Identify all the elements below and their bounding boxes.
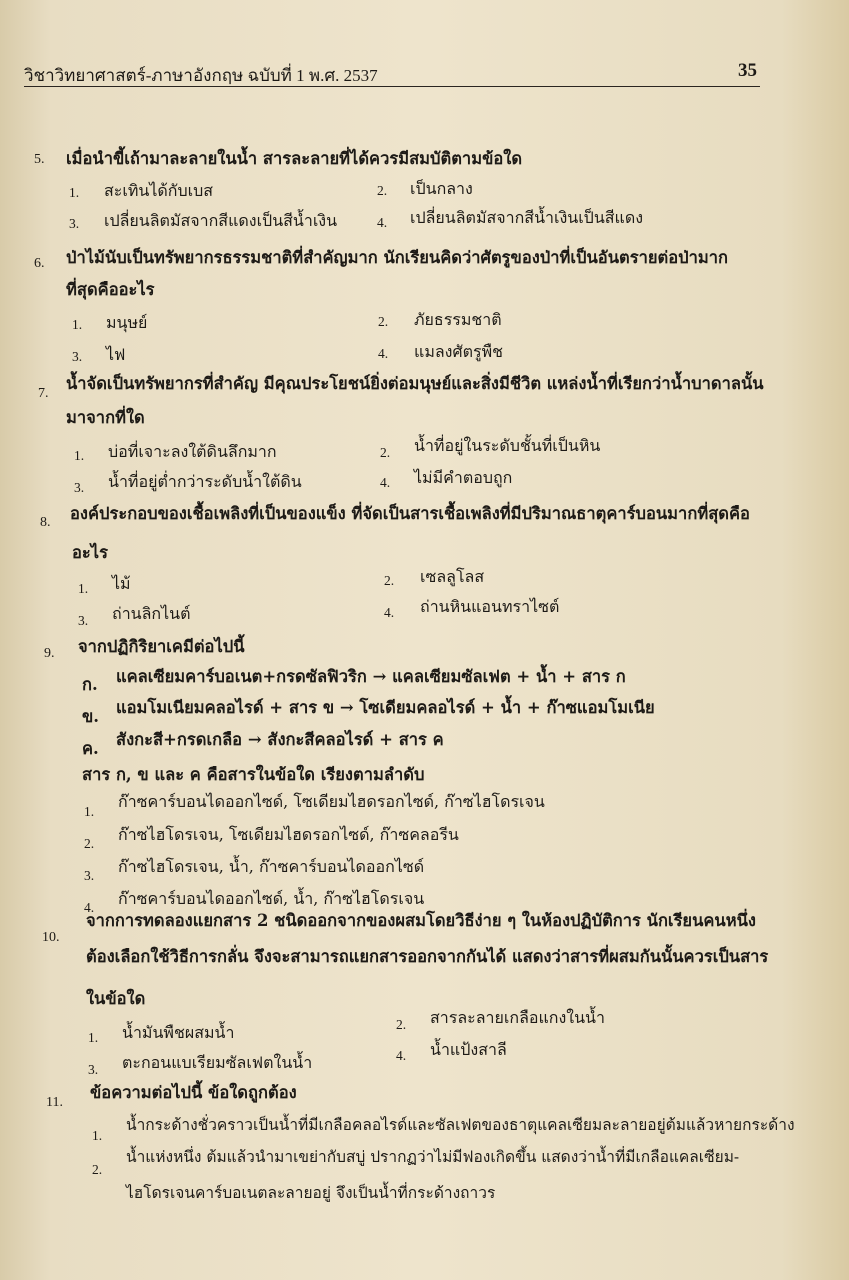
option-number: 3. <box>78 613 89 628</box>
option-number: 2. <box>396 1017 407 1032</box>
running-header-title: วิชาวิทยาศาสตร์-ภาษาอังกฤษ ฉบับที่ 1 พ.ศ. 2537 <box>24 66 378 85</box>
option-number: 1. <box>78 581 89 596</box>
option-text: น้ำที่อยู่ในระดับชั้นที่เป็นหิน <box>414 436 601 455</box>
option-number: 3. <box>72 349 83 364</box>
question-number: 7. <box>38 386 49 401</box>
option-text: น้ำที่อยู่ต่ำกว่าระดับน้ำใต้ดิน <box>108 472 302 491</box>
option-number: 1. <box>92 1128 103 1143</box>
question-stem-continued: อะไร <box>72 543 108 562</box>
option-text: น้ำมันพืชผสมน้ำ <box>122 1023 235 1042</box>
question-stem-continued: ที่สุดคืออะไร <box>66 280 155 299</box>
question-sub-stem: สาร ก, ข และ ค คือสารในข้อใด เรียงตามลำดับ <box>82 765 425 784</box>
option-number: 1. <box>88 1030 99 1045</box>
option-text: น้ำกระด้างชั่วคราวเป็นน้ำที่มีเกลือคลอไรด์และซัลเฟตของธาตุแคลเซียมละลายอยู่ต้มแล้วหายกระด้าง <box>126 1116 795 1134</box>
option-text: ไม่มีคำตอบถูก <box>414 468 513 487</box>
reaction-equation: สังกะสี+กรดเกลือ → สังกะสีคลอไรด์ + สาร ค <box>116 730 444 749</box>
option-number: 2. <box>380 445 391 460</box>
question-stem: องค์ประกอบของเชื้อเพลิงที่เป็นของแข็ง ที่จัดเป็นสารเชื้อเพลิงที่มีปริมาณธาตุคาร์บอนมากที่สุดคือ <box>70 504 750 523</box>
reaction-label: ข. <box>82 707 100 726</box>
option-text: น้ำแป้งสาลี <box>430 1040 507 1059</box>
option-number: 2. <box>377 183 388 198</box>
option-number: 2. <box>384 573 395 588</box>
option-text: เปลี่ยนลิตมัสจากสีแดงเป็นสีน้ำเงิน <box>104 211 338 230</box>
option-number: 2. <box>84 836 95 851</box>
option-number: 3. <box>69 216 80 231</box>
option-number: 4. <box>396 1048 407 1063</box>
question-stem: จากปฏิกิริยาเคมีต่อไปนี้ <box>78 637 245 656</box>
option-text: เปลี่ยนลิตมัสจากสีน้ำเงินเป็นสีแดง <box>410 208 644 227</box>
option-text: ไม้ <box>112 574 131 593</box>
option-number: 1. <box>72 317 83 332</box>
option-text: แมลงศัตรูพืช <box>414 342 504 361</box>
option-number: 3. <box>74 480 85 495</box>
question-number: 6. <box>34 256 45 271</box>
question-stem-continued: ต้องเลือกใช้วิธีการกลั่น จึงจะสามารถแยกสารออกจากกันได้ แสดงว่าสารที่ผสมกันนั้นควรเป็นสาร <box>86 947 769 966</box>
question-stem: ข้อความต่อไปนี้ ข้อใดถูกต้อง <box>90 1083 297 1102</box>
reaction-label: ก. <box>82 675 98 694</box>
question-number: 5. <box>34 152 45 167</box>
option-text: มนุษย์ <box>106 313 148 332</box>
question-number: 11. <box>46 1095 63 1110</box>
reaction-label: ค. <box>82 739 99 758</box>
option-number: 3. <box>84 868 95 883</box>
option-number: 4. <box>377 215 388 230</box>
question-stem: จากการทดลองแยกสาร 2 ชนิดออกจากของผสมโดยวิธีง่าย ๆ ในห้องปฏิบัติการ นักเรียนคนหนึ่ง <box>86 911 756 930</box>
option-text: ถ่านลิกไนต์ <box>112 604 191 623</box>
option-number: 3. <box>88 1062 99 1077</box>
header-rule <box>24 86 760 87</box>
option-number: 2. <box>378 314 389 329</box>
option-number: 4. <box>378 346 389 361</box>
option-text-continued: ไฮโดรเจนคาร์บอเนตละลายอยู่ จึงเป็นน้ำที่กระด้างถาวร <box>126 1184 496 1202</box>
option-number: 2. <box>92 1162 103 1177</box>
option-text: ไฟ <box>106 345 126 364</box>
option-number: 4. <box>84 900 95 915</box>
option-text: สะเทินได้กับเบส <box>104 181 213 200</box>
option-number: 4. <box>384 605 395 620</box>
option-text: เป็นกลาง <box>410 179 473 198</box>
question-stem: ป่าไม้นับเป็นทรัพยากรธรรมชาติที่สำคัญมาก นักเรียนคิดว่าศัตรูของป่าที่เป็นอันตรายต่อป่ามาก <box>66 248 728 267</box>
option-text: ก๊าซไฮโดรเจน, โซเดียมไฮดรอกไซด์, ก๊าซคลอรีน <box>118 825 459 844</box>
question-stem-continued: ในข้อใด <box>86 989 146 1008</box>
question-stem: เมื่อนำขี้เถ้ามาละลายในน้ำ สารละลายที่ได้ควรมีสมบัติตามข้อใด <box>66 149 523 168</box>
reaction-equation: แอมโมเนียมคลอไรด์ + สาร ข → โซเดียมคลอไรด์ + น้ำ + ก๊าซแอมโมเนีย <box>116 698 655 717</box>
page-number: 35 <box>738 60 757 81</box>
question-number: 8. <box>40 515 51 530</box>
option-text: น้ำแห่งหนึ่ง ต้มแล้วนำมาเขย่ากับสบู่ ปรากฏว่าไม่มีฟองเกิดขึ้น แสดงว่าน้ำที่มีเกลือแคลเซียม- <box>126 1148 740 1166</box>
option-text: สารละลายเกลือแกงในน้ำ <box>430 1008 605 1027</box>
question-stem-continued: มาจากที่ใด <box>66 408 145 427</box>
option-text: ตะกอนแบเรียมซัลเฟตในน้ำ <box>122 1053 313 1072</box>
option-number: 1. <box>84 804 95 819</box>
option-text: บ่อที่เจาะลงใต้ดินลึกมาก <box>108 442 277 461</box>
reaction-equation: แคลเซียมคาร์บอเนต+กรดซัลฟิวริก → แคลเซียมซัลเฟต + น้ำ + สาร ก <box>116 667 626 686</box>
option-text: ก๊าซคาร์บอนไดออกไซด์, โซเดียมไฮดรอกไซด์, ก๊าซไฮโดรเจน <box>118 792 545 811</box>
question-stem: น้ำจัดเป็นทรัพยากรที่สำคัญ มีคุณประโยชน์ยิ่งต่อมนุษย์และสิ่งมีชีวิต แหล่งน้ำที่เรียกว่าน้ำบาดาลนั้น <box>66 374 764 393</box>
option-number: 1. <box>69 185 80 200</box>
option-text: ภัยธรรมชาติ <box>414 310 502 329</box>
option-text: ถ่านหินแอนทราไซต์ <box>420 597 560 616</box>
option-text: เซลลูโลส <box>420 567 485 586</box>
question-number: 10. <box>42 930 60 945</box>
option-number: 1. <box>74 448 85 463</box>
option-text: ก๊าซคาร์บอนไดออกไซด์, น้ำ, ก๊าซไฮโดรเจน <box>118 889 425 908</box>
question-number: 9. <box>44 646 55 661</box>
option-number: 4. <box>380 475 391 490</box>
option-text: ก๊าซไฮโดรเจน, น้ำ, ก๊าซคาร์บอนไดออกไซด์ <box>118 857 425 876</box>
